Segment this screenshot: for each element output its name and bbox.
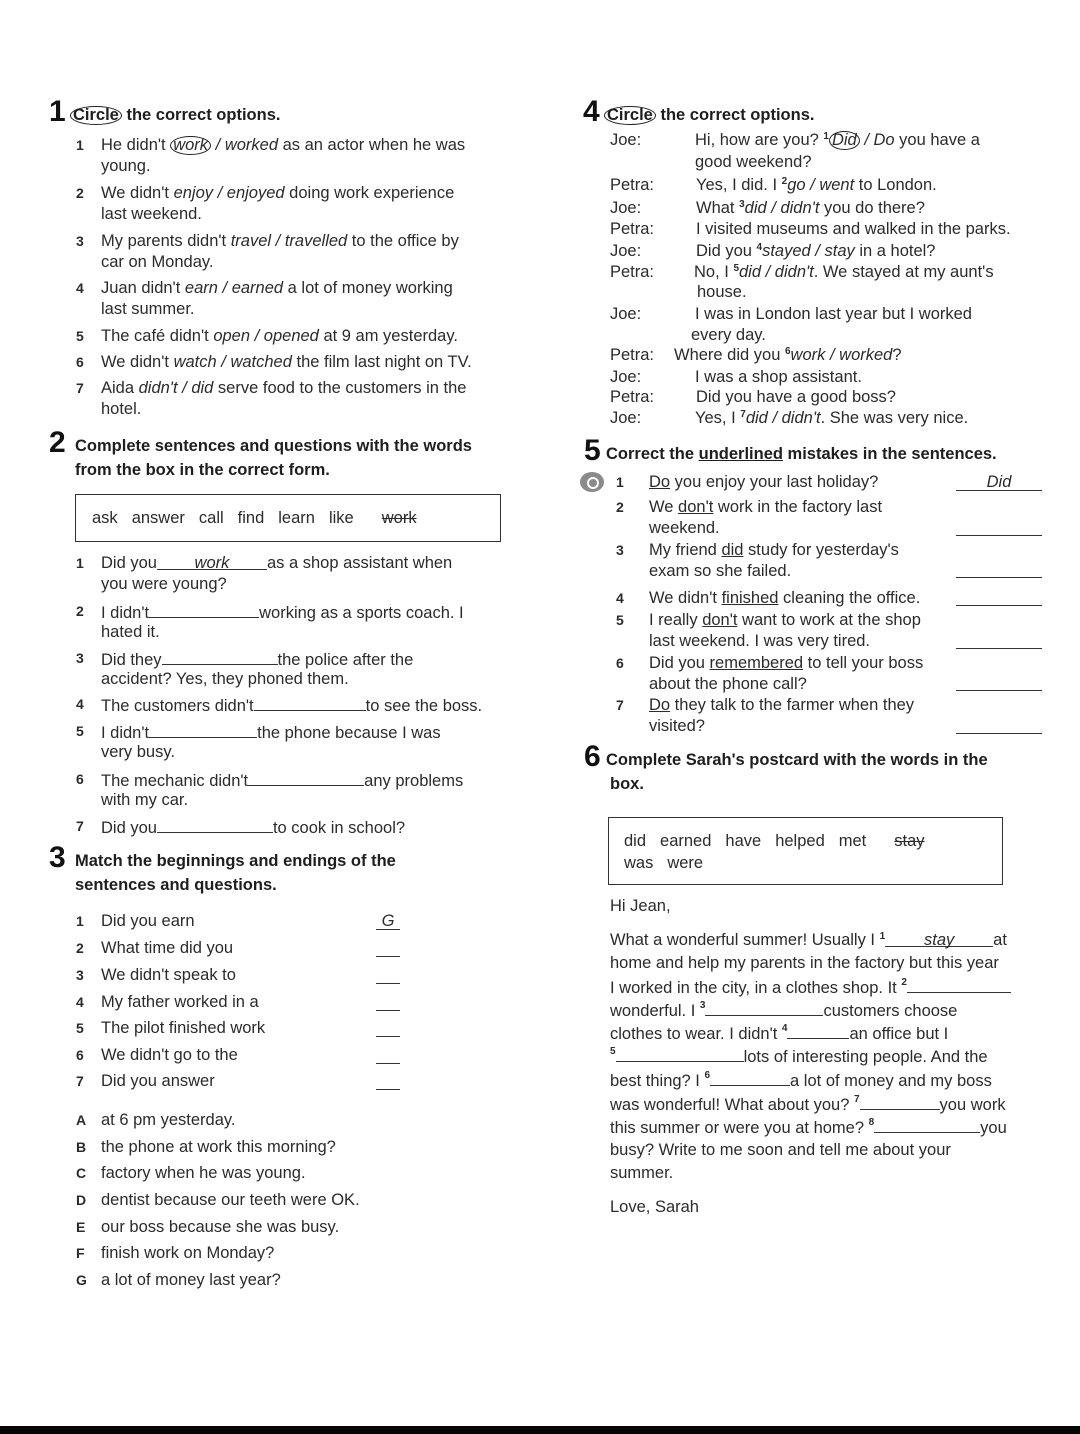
box-word: find bbox=[237, 509, 265, 527]
ex3-beginning: We didn't speak to bbox=[101, 966, 236, 984]
item-number: 3 bbox=[76, 233, 84, 249]
ex5-item-cont: weekend. bbox=[649, 519, 720, 537]
item-number: 3 bbox=[76, 650, 84, 666]
item-number: 5 bbox=[616, 612, 624, 628]
ex5-title: Correct the underlined mistakes in the sentences. bbox=[606, 445, 997, 463]
postcard-blank-6[interactable] bbox=[710, 1069, 790, 1086]
dialogue-line: house. bbox=[697, 283, 747, 301]
ex3-beginning: Did you earn bbox=[101, 912, 195, 930]
ending-letter: E bbox=[76, 1219, 86, 1235]
ex3-beginning: The pilot finished work bbox=[101, 1019, 266, 1037]
postcard-blank-7[interactable] bbox=[860, 1093, 940, 1110]
answer-blank[interactable] bbox=[157, 816, 273, 833]
speaker-name: Petra: bbox=[610, 388, 655, 406]
ex1-item: My parents didn't travel / travelled to the office by bbox=[101, 232, 459, 250]
speaker-name: Joe: bbox=[610, 242, 642, 260]
ex5-number: 5 bbox=[584, 434, 601, 467]
ex2-number: 2 bbox=[49, 426, 66, 459]
bottom-bar bbox=[0, 1426, 1080, 1434]
item-number: 4 bbox=[76, 696, 84, 712]
ex2-item: I didn't the phone because I was bbox=[101, 721, 441, 743]
ex5-item: Do you enjoy your last holiday? bbox=[649, 473, 879, 491]
option-a[interactable]: stayed bbox=[762, 242, 811, 260]
ex5-item-cont: exam so she failed. bbox=[649, 562, 792, 580]
box-word: ask bbox=[92, 509, 118, 527]
correction-answer[interactable] bbox=[956, 715, 1042, 734]
speaker-name: Petra: bbox=[610, 220, 655, 238]
correction-answer[interactable] bbox=[956, 517, 1042, 536]
postcard-line: best thing? I $^6$ a lot of money and my boss bbox=[610, 1070, 992, 1090]
match-answer[interactable] bbox=[376, 938, 400, 957]
item-number: 2 bbox=[76, 603, 84, 619]
ex2-item-cont: very busy. bbox=[101, 743, 175, 761]
dialogue-line: good weekend? bbox=[695, 153, 812, 171]
ex1-item: Aida didn't / did serve food to the customers in the bbox=[101, 379, 467, 397]
item-number: 2 bbox=[76, 940, 84, 956]
ex6-title-line2: box. bbox=[610, 775, 644, 793]
ending-letter: B bbox=[76, 1139, 87, 1155]
answer-blank[interactable] bbox=[162, 648, 278, 665]
item-number: 6 bbox=[76, 1047, 84, 1063]
speaker-name: Petra: bbox=[610, 263, 655, 281]
box-word: call bbox=[198, 509, 224, 527]
item-number: 4 bbox=[616, 590, 624, 606]
postcard-blank-8[interactable] bbox=[874, 1116, 980, 1133]
ending-letter: G bbox=[76, 1272, 87, 1288]
item-number: 7 bbox=[76, 1073, 84, 1089]
dialogue-line: No, I $^5$did / didn't. We stayed at my aunt's bbox=[694, 263, 994, 281]
box-word: have bbox=[725, 832, 762, 850]
dialogue-line: Did you have a good boss? bbox=[696, 388, 896, 406]
box-word: was bbox=[624, 854, 654, 872]
ex6-box-words-line1 bbox=[624, 831, 925, 851]
match-answer[interactable] bbox=[376, 1018, 400, 1037]
ex3-title-line2: sentences and questions. bbox=[75, 876, 277, 894]
ex1-number: 1 bbox=[49, 95, 66, 128]
option-a[interactable]: didn't bbox=[138, 379, 178, 397]
ending-letter: A bbox=[76, 1112, 87, 1128]
item-number: 5 bbox=[76, 1020, 84, 1036]
speaker-name: Joe: bbox=[610, 368, 642, 386]
ex2-title-line1: Complete sentences and questions with the words bbox=[75, 437, 472, 455]
option-b[interactable]: didn't bbox=[774, 263, 814, 281]
item-number: 1 bbox=[76, 555, 84, 571]
ex5-item: We don't work in the factory last bbox=[649, 498, 883, 516]
item-number: 3 bbox=[76, 967, 84, 983]
dialogue-line: Did you $^4$stayed / stay in a hotel? bbox=[696, 242, 936, 260]
postcard-blank-5[interactable] bbox=[616, 1045, 744, 1062]
correction-answer[interactable] bbox=[956, 559, 1042, 578]
underlined-mistake: Do bbox=[649, 473, 671, 491]
option-b[interactable]: stay bbox=[824, 242, 855, 260]
postcard-line: summer. bbox=[610, 1164, 674, 1182]
ex1-item-cont: young. bbox=[101, 157, 151, 175]
option-a[interactable]: go bbox=[787, 176, 806, 194]
item-number: 2 bbox=[76, 185, 84, 201]
item-number: 1 bbox=[616, 474, 624, 490]
item-number: 3 bbox=[616, 542, 624, 558]
answer-blank[interactable] bbox=[149, 601, 259, 618]
answer-blank[interactable] bbox=[254, 694, 366, 711]
ex1-circle-word: Circle bbox=[70, 106, 122, 125]
option-a[interactable]: open bbox=[213, 327, 251, 345]
item-number: 2 bbox=[616, 499, 624, 515]
example-icon bbox=[580, 472, 604, 492]
option-circled[interactable]: Did bbox=[829, 131, 860, 150]
ex1-item: The café didn't open / opened at 9 am yesterday. bbox=[101, 327, 458, 345]
postcard-blank-2[interactable] bbox=[907, 976, 1011, 993]
answer-blank[interactable] bbox=[248, 769, 364, 786]
item-number: 7 bbox=[616, 697, 624, 713]
option-a[interactable]: did bbox=[739, 263, 762, 281]
ex2-box-words bbox=[92, 508, 417, 528]
ex3-ending: the phone at work this morning? bbox=[101, 1138, 336, 1156]
underlined-mistake: finished bbox=[721, 589, 779, 607]
box-word: answer bbox=[131, 509, 185, 527]
postcard-blank-3[interactable] bbox=[705, 999, 823, 1016]
option-a[interactable]: did bbox=[744, 199, 767, 217]
option-b[interactable]: didn't bbox=[781, 409, 821, 427]
item-number: 6 bbox=[616, 655, 624, 671]
dialogue-line: I visited museums and walked in the parks. bbox=[696, 220, 1011, 238]
ex3-ending: dentist because our teeth were OK. bbox=[101, 1191, 360, 1209]
dialogue-line: I was a shop assistant. bbox=[695, 368, 862, 386]
dialogue-line: every day. bbox=[691, 326, 766, 344]
speaker-name: Joe: bbox=[610, 409, 642, 427]
match-answer[interactable]: G bbox=[376, 911, 400, 930]
ex1-item: We didn't watch / watched the film last night on TV. bbox=[101, 353, 472, 371]
ex6-box-words-line2 bbox=[624, 853, 717, 873]
ex2-item: Did you work as a shop assistant when bbox=[101, 554, 453, 572]
ex6-title-line1: Complete Sarah's postcard with the words in the bbox=[606, 751, 988, 769]
ex2-item: Did you to cook in school? bbox=[101, 816, 405, 838]
underlined-mistake: don't bbox=[702, 611, 738, 629]
ex4-circle-word: Circle bbox=[604, 106, 656, 125]
item-number: 1 bbox=[76, 137, 84, 153]
postcard-line: I worked in the city, in a clothes shop. It $^2$ bbox=[610, 976, 1011, 998]
correction-answer[interactable] bbox=[956, 630, 1042, 649]
underlined-mistake: remembered bbox=[709, 654, 804, 672]
postcard-line: $^5$ lots of interesting people. And the bbox=[610, 1046, 988, 1066]
postcard-line: clothes to wear. I didn't $^4$ an office but I bbox=[610, 1023, 949, 1043]
ex3-number: 3 bbox=[49, 841, 66, 874]
option-a[interactable]: did bbox=[745, 409, 768, 427]
item-number: 5 bbox=[76, 723, 84, 739]
ex2-item: I didn't working as a sports coach. I bbox=[101, 601, 464, 623]
ex5-item: Do they talk to the farmer when they bbox=[649, 696, 915, 714]
ex3-beginning: What time did you bbox=[101, 939, 234, 957]
option-b[interactable]: opened bbox=[263, 327, 319, 345]
ex6-word-box bbox=[608, 817, 1003, 885]
option-b[interactable]: did bbox=[191, 379, 214, 397]
box-word: helped bbox=[775, 832, 825, 850]
match-answer[interactable] bbox=[376, 965, 400, 984]
option-a[interactable]: work bbox=[790, 346, 826, 364]
ex6-number: 6 bbox=[584, 740, 601, 773]
box-word: earned bbox=[660, 832, 712, 850]
ex2-title-line2: from the box in the correct form. bbox=[75, 461, 330, 479]
postcard-line: busy? Write to me soon and tell me about your bbox=[610, 1141, 951, 1159]
ex2-item: The mechanic didn't any problems bbox=[101, 769, 463, 791]
ex2-item-cont: hated it. bbox=[101, 623, 160, 641]
ending-letter: C bbox=[76, 1165, 87, 1181]
ex5-item: I really don't want to work at the shop bbox=[649, 611, 921, 629]
underlined-mistake: did bbox=[721, 541, 744, 559]
item-number: 7 bbox=[76, 380, 84, 396]
match-answer[interactable] bbox=[376, 992, 400, 1011]
ex5-item-cont: about the phone call? bbox=[649, 675, 807, 693]
ex1-item-cont: car on Monday. bbox=[101, 253, 214, 271]
speaker-name: Joe: bbox=[610, 131, 642, 149]
ending-letter: D bbox=[76, 1192, 87, 1208]
option-b[interactable]: enjoyed bbox=[226, 184, 285, 202]
ending-letter: F bbox=[76, 1245, 85, 1261]
speaker-name: Petra: bbox=[610, 346, 655, 364]
ex1-item: Juan didn't earn / earned a lot of money working bbox=[101, 279, 453, 297]
correction-answer[interactable] bbox=[956, 672, 1042, 691]
speaker-name: Petra: bbox=[610, 176, 655, 194]
postcard-line: wonderful. I $^3$ customers choose bbox=[610, 1000, 958, 1020]
option-b[interactable]: watched bbox=[230, 353, 292, 371]
option-circled[interactable]: work bbox=[170, 136, 211, 155]
ex5-item: Did you remembered to tell your boss bbox=[649, 654, 924, 672]
ex2-item: Did they the police after the bbox=[101, 648, 413, 670]
item-number: 5 bbox=[76, 328, 84, 344]
option-b[interactable]: Do bbox=[873, 131, 895, 149]
item-number: 6 bbox=[76, 354, 84, 370]
postcard-line: home and help my parents in the factory but this year bbox=[610, 954, 999, 972]
ex3-title-line1: Match the beginnings and endings of the bbox=[75, 852, 396, 870]
option-b[interactable]: went bbox=[819, 176, 855, 194]
box-word: were bbox=[667, 854, 704, 872]
speaker-name: Joe: bbox=[610, 305, 642, 323]
postcard-line: was wonderful! What about you? $^7$ you work bbox=[610, 1094, 1006, 1114]
ex1-item-cont: hotel. bbox=[101, 400, 142, 418]
box-word: learn bbox=[278, 509, 315, 527]
dialogue-line: Where did you $^6$work / worked? bbox=[674, 346, 902, 364]
ex6-box-struck-word: stay bbox=[894, 832, 925, 850]
box-word: did bbox=[624, 832, 647, 850]
dialogue-line: What $^3$did / didn't you do there? bbox=[696, 199, 925, 217]
underlined-mistake: don't bbox=[678, 498, 714, 516]
postcard-greeting: Hi Jean, bbox=[610, 897, 671, 915]
item-number: 4 bbox=[76, 280, 84, 296]
option-b[interactable]: worked bbox=[839, 346, 893, 364]
dialogue-line: Yes, I did. I $^2$go / went to London. bbox=[696, 176, 937, 194]
ex2-item-cont: accident? Yes, they phoned them. bbox=[101, 670, 349, 688]
ex2-item: The customers didn't to see the boss. bbox=[101, 694, 482, 716]
option-a[interactable]: enjoy bbox=[173, 184, 214, 202]
answer-blank[interactable] bbox=[149, 721, 257, 738]
answer-blank[interactable]: work bbox=[157, 553, 267, 570]
ex2-item-cont: with my car. bbox=[101, 791, 189, 809]
option-a[interactable]: travel bbox=[230, 232, 272, 250]
postcard-blank-1[interactable]: stay bbox=[885, 930, 993, 947]
ex5-item: My friend did study for yesterday's bbox=[649, 541, 899, 559]
dialogue-line: Hi, how are you? $^1$ Did / Do you have a bbox=[695, 131, 980, 149]
postcard-blank-4[interactable] bbox=[787, 1022, 849, 1039]
option-a[interactable]: earn bbox=[184, 279, 218, 297]
item-number: 6 bbox=[76, 771, 84, 787]
match-answer[interactable] bbox=[376, 1045, 400, 1064]
postcard-line: What a wonderful summer! Usually I $^1$ stay at bbox=[610, 931, 1007, 949]
ex2-item-cont: you were young? bbox=[101, 575, 227, 593]
item-number: 4 bbox=[76, 994, 84, 1010]
ex3-ending: a lot of money last year? bbox=[101, 1271, 281, 1289]
ex4-title: Circle the correct options. bbox=[604, 104, 814, 126]
ex1-item: He didn't work / worked as an actor when he was bbox=[101, 136, 466, 154]
ex3-ending: at 6 pm yesterday. bbox=[101, 1111, 236, 1129]
ex1-item-cont: last summer. bbox=[101, 300, 195, 318]
ex4-number: 4 bbox=[583, 95, 600, 128]
ex1-item: We didn't enjoy / enjoyed doing work experience bbox=[101, 184, 455, 202]
item-number: 1 bbox=[76, 913, 84, 929]
option-a[interactable]: watch bbox=[173, 353, 217, 371]
box-word: like bbox=[328, 509, 354, 527]
postcard-signoff: Love, Sarah bbox=[610, 1198, 699, 1216]
option-b[interactable]: didn't bbox=[780, 199, 820, 217]
match-answer[interactable] bbox=[376, 1071, 400, 1090]
box-word: met bbox=[838, 832, 867, 850]
ex5-item: We didn't finished cleaning the office. bbox=[649, 589, 921, 607]
ex3-beginning: We didn't go to the bbox=[101, 1046, 238, 1064]
ex1-item-cont: last weekend. bbox=[101, 205, 202, 223]
item-number: 7 bbox=[76, 818, 84, 834]
option-b[interactable]: travelled bbox=[284, 232, 348, 250]
option-b[interactable]: earned bbox=[231, 279, 284, 297]
ex3-ending: finish work on Monday? bbox=[101, 1244, 275, 1262]
option-b[interactable]: worked bbox=[224, 136, 279, 154]
dialogue-line: I was in London last year but I worked bbox=[695, 305, 972, 323]
ex5-item-cont: last weekend. I was very tired. bbox=[649, 632, 871, 650]
ex3-ending: our boss because she was busy. bbox=[101, 1218, 340, 1236]
ex3-beginning: My father worked in a bbox=[101, 993, 259, 1011]
ex5-item-cont: visited? bbox=[649, 717, 705, 735]
ex2-box-struck-word: work bbox=[381, 509, 417, 527]
ex1-title: Circle the correct options. bbox=[70, 104, 280, 126]
underlined-mistake: Do bbox=[649, 696, 671, 714]
postcard-line: this summer or were you at home? $^8$ you bbox=[610, 1117, 1007, 1137]
ex3-beginning: Did you answer bbox=[101, 1072, 215, 1090]
correction-answer[interactable] bbox=[956, 587, 1042, 606]
speaker-name: Joe: bbox=[610, 199, 642, 217]
ex3-ending: factory when he was young. bbox=[101, 1164, 306, 1182]
correction-answer[interactable]: Did bbox=[956, 472, 1042, 491]
dialogue-line: Yes, I $^7$did / didn't. She was very nice. bbox=[695, 409, 969, 427]
